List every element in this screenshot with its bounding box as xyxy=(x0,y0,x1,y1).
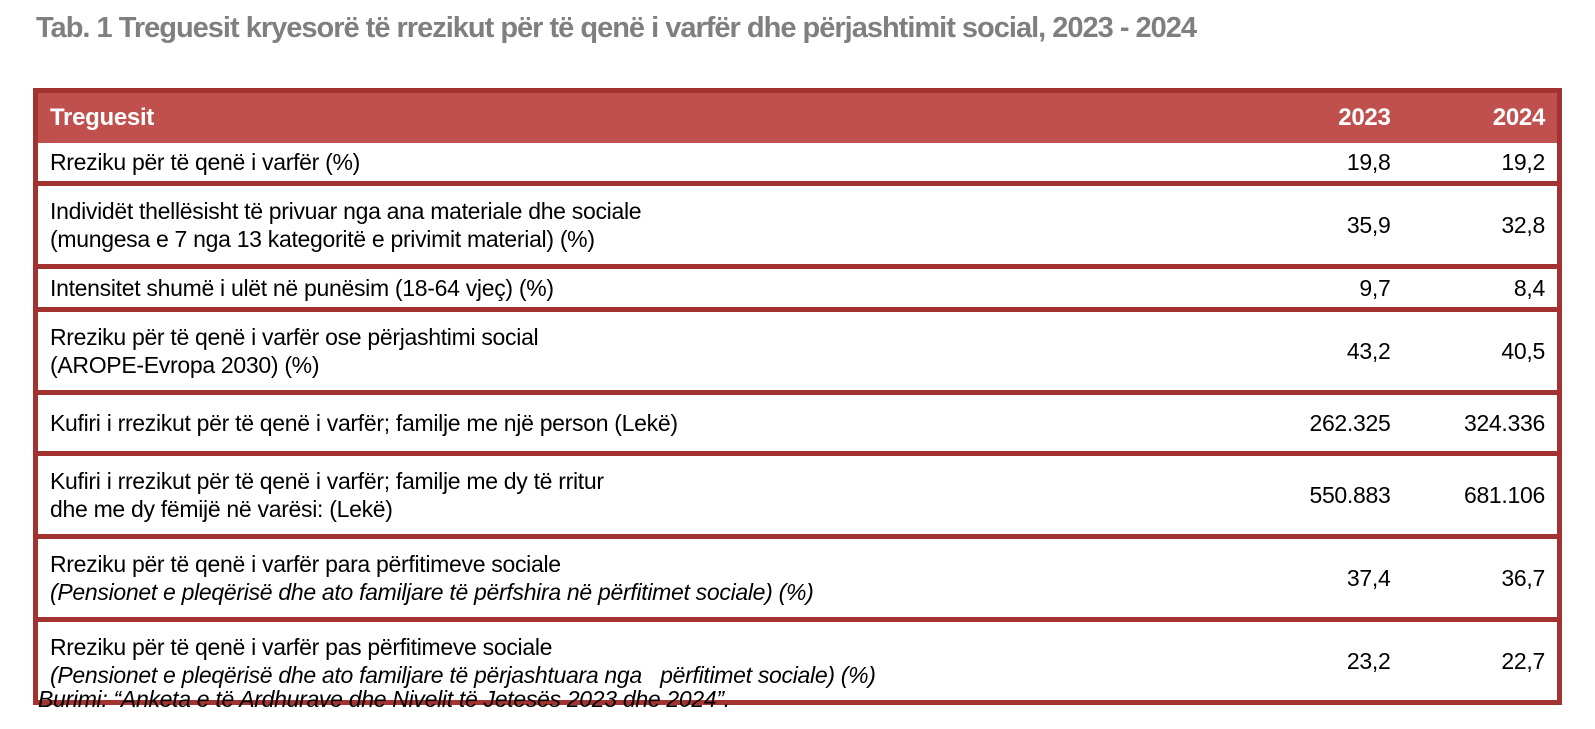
table-row xyxy=(36,454,1560,537)
row-label xyxy=(36,184,1175,267)
row-value-2024: 36,7 xyxy=(1403,537,1560,620)
table-row xyxy=(36,267,1560,310)
row-label-line: Intensitet shumë i ulët në punësim (18-64 vjeç) (%) xyxy=(50,275,554,301)
row-value-2024: 8,4 xyxy=(1403,267,1560,310)
header-cell-treguesit: Treguesit xyxy=(36,91,1175,144)
table-row xyxy=(36,143,1560,184)
row-label-line: (mungesa e 7 nga 13 kategoritë e privimit material) (%) xyxy=(50,226,595,252)
table-row xyxy=(36,310,1560,393)
row-label xyxy=(36,537,1175,620)
header-cell-2023: 2023 xyxy=(1175,91,1403,144)
indicators-table xyxy=(33,88,1562,705)
row-label-line: Rreziku për të qenë i varfër para përfitimeve sociale xyxy=(50,551,561,577)
table-row xyxy=(36,537,1560,620)
table-header-row xyxy=(36,91,1560,144)
row-label-line: Rreziku për të qenë i varfër pas përfitimeve sociale xyxy=(50,634,553,660)
table-body xyxy=(36,143,1560,703)
row-value-2024: 22,7 xyxy=(1403,620,1560,703)
row-value-2023: 9,7 xyxy=(1175,267,1403,310)
row-value-2023: 550.883 xyxy=(1175,454,1403,537)
row-label-line: (Pensionet e pleqërisë dhe ato familjare të përjashtuara nga përfitimet sociale) (%) xyxy=(50,662,876,688)
row-label xyxy=(36,454,1175,537)
row-value-2023: 23,2 xyxy=(1175,620,1403,703)
row-label xyxy=(36,310,1175,393)
row-value-2024: 19,2 xyxy=(1403,143,1560,184)
row-value-2024: 40,5 xyxy=(1403,310,1560,393)
row-label-line: Kufiri i rrezikut për të qenë i varfër; familje me një person (Lekë) xyxy=(50,410,678,436)
row-label-line: Individët thellësisht të privuar nga ana materiale dhe sociale xyxy=(50,198,642,224)
row-value-2023: 262.325 xyxy=(1175,393,1403,454)
table-row xyxy=(36,184,1560,267)
row-label xyxy=(36,393,1175,454)
row-value-2023: 35,9 xyxy=(1175,184,1403,267)
row-label-line: Rreziku për të qenë i varfër ose përjashtimi social xyxy=(50,324,539,350)
row-value-2023: 43,2 xyxy=(1175,310,1403,393)
row-label-line: Kufiri i rrezikut për të qenë i varfër; familje me dy të rritur xyxy=(50,468,604,494)
table-title: Tab. 1 Treguesit kryesorë të rrezikut për të qenë i varfër dhe përjashtimit social, 2023 - 2024 xyxy=(36,12,1197,44)
row-label-line: (Pensionet e pleqërisë dhe ato familjare të përfshira në përfitimet sociale) (%) xyxy=(50,579,814,605)
source-note: Burimi: “Anketa e të Ardhurave dhe Nivelit të Jetesës 2023 dhe 2024”. xyxy=(38,686,730,712)
row-value-2023: 37,4 xyxy=(1175,537,1403,620)
row-value-2024: 681.106 xyxy=(1403,454,1560,537)
row-label xyxy=(36,267,1175,310)
row-value-2023: 19,8 xyxy=(1175,143,1403,184)
row-label-line: (AROPE-Evropa 2030) (%) xyxy=(50,352,320,378)
row-value-2024: 324.336 xyxy=(1403,393,1560,454)
table-row xyxy=(36,393,1560,454)
indicators-table-container xyxy=(33,88,1562,705)
row-label-line: Rreziku për të qenë i varfër (%) xyxy=(50,149,360,175)
row-label xyxy=(36,143,1175,184)
row-label-line: dhe me dy fëmijë në varësi: (Lekë) xyxy=(50,496,393,522)
table-header xyxy=(36,91,1560,144)
row-value-2024: 32,8 xyxy=(1403,184,1560,267)
header-cell-2024: 2024 xyxy=(1403,91,1560,144)
